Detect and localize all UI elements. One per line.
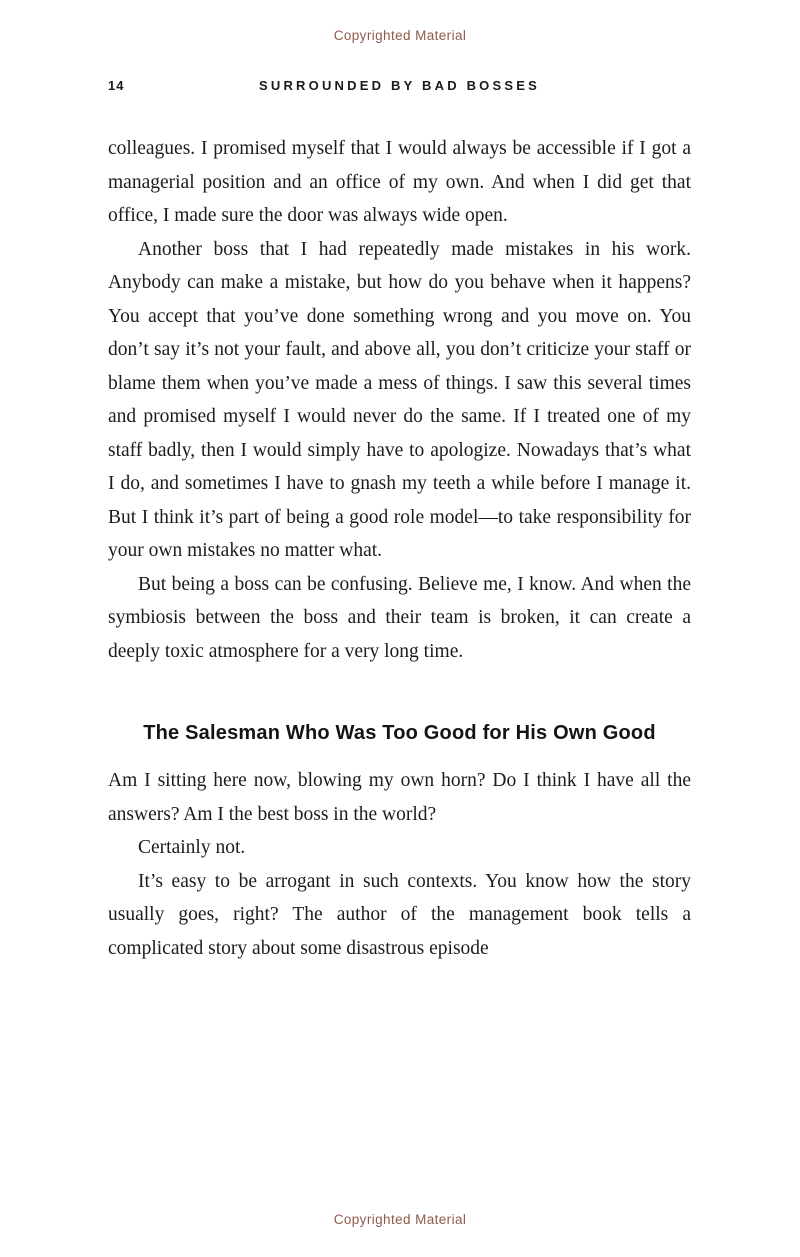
copyright-notice-bottom: Copyrighted Material (333, 1212, 467, 1227)
copyright-notice-top: Copyrighted Material (333, 28, 467, 43)
page-number: 14 (108, 78, 125, 93)
running-header (0, 78, 800, 96)
body-paragraph: Another boss that I had repeatedly made mistakes in his work. Anybody can make a mistake, but how do you behave when it happens? You accept that you’ve done something wrong and you move on. You don’t say it’s not your fault, and above all, you don’t criticize your staff or blame them when you’ve made a mess of things. I saw this several times and promised myself I would never do the same. If I treated one of my staff badly, then I would simply have to apologize. Nowadays that’s what I do, and sometimes I have to gnash my teeth a while before I manage it. But I think it’s part of being a good role model—to take responsibility for your own mistakes no matter what. (108, 238, 691, 561)
running-title: SURROUNDED BY BAD BOSSES (259, 78, 540, 93)
body-paragraph: Am I sitting here now, blowing my own horn? Do I think I have all the answers? Am I the best boss in the world? (108, 770, 691, 825)
body-paragraph: It’s easy to be arrogant in such contexts. You know how the story usually goes, right? The author of the management book tells a complicated story about some disastrous episode (108, 870, 691, 959)
page-body (0, 132, 800, 965)
section-heading: The Salesman Who Was Too Good for His Own Good (143, 722, 656, 744)
body-paragraph: But being a boss can be confusing. Believe me, I know. And when the symbiosis between the boss and their team is broken, it can create a deeply toxic atmosphere for a very long time. (108, 573, 691, 662)
body-paragraph: Certainly not. (138, 837, 246, 858)
body-paragraph: colleagues. I promised myself that I would always be accessible if I got a managerial position and an office of my own. And when I did get that office, I made sure the door was always wide open. (108, 138, 691, 226)
